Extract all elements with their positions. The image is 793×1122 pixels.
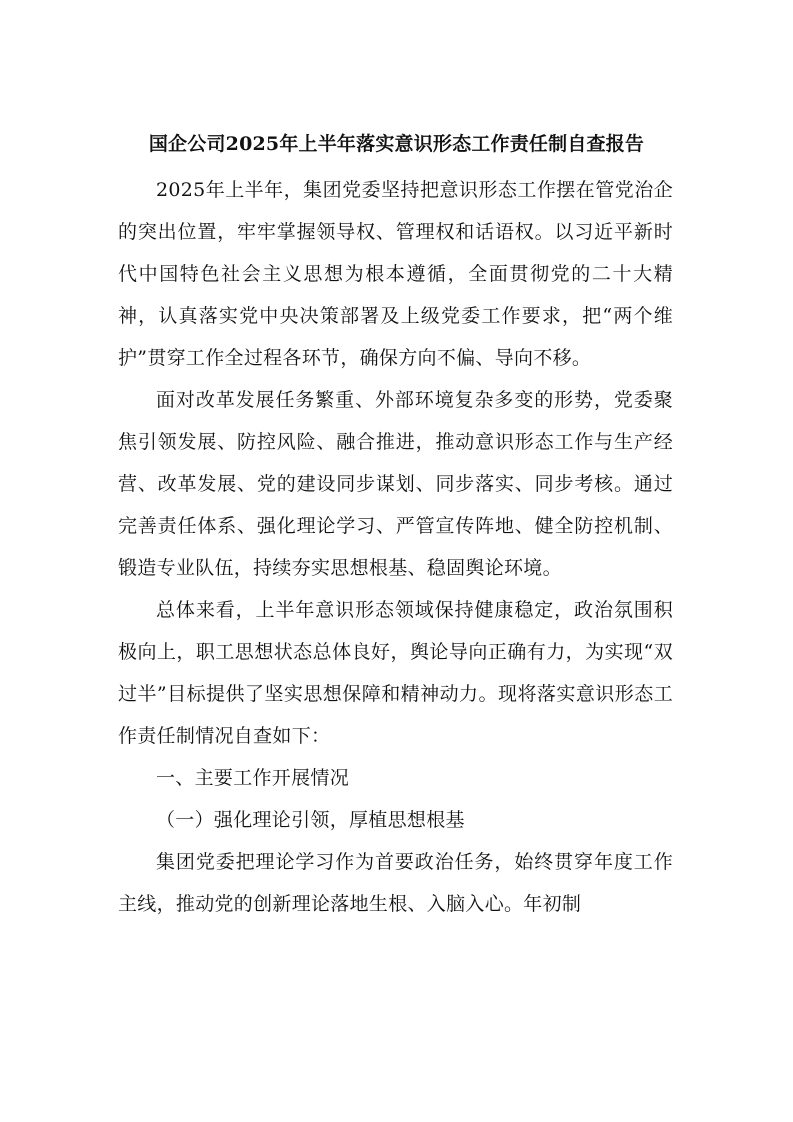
paragraph-summary: 总体来看，上半年意识形态领域保持健康稳定，政治氛围积极向上，职工思想状态总体良好，舆论导向正确有力，为实现“双过半”目标提供了坚实思想保障和精神动力。现将落实意识形态工作责任制情况自查如下： (118, 599, 673, 747)
subsection-heading: （一）强化理论引领，厚植思想根基 (156, 809, 465, 831)
document-title: 国企公司2025年上半年落实意识形态工作责任制自查报告 (148, 133, 645, 155)
section-heading: 一、主要工作开展情况 (156, 767, 350, 789)
document-body (118, 169, 673, 925)
paragraph-theory-study: 集团党委把理论学习作为首要政治任务，始终贯穿年度工作主线，推动党的创新理论落地生根、入脑入心。年初制 (118, 851, 673, 915)
paragraph-intro: 2025年上半年，集团党委坚持把意识形态工作摆在管党治企的突出位置，牢牢掌握领导权、管理权和话语权。以习近平新时代中国特色社会主义思想为根本遵循，全面贯彻党的二十大精神，认真落实党中央决策部署及上级党委工作要求，把“两个维护”贯穿工作全过程各环节，确保方向不偏、导向不移。 (118, 179, 673, 369)
paragraph-situation: 面对改革发展任务繁重、外部环境复杂多变的形势，党委聚焦引领发展、防控风险、融合推进，推动意识形态工作与生产经营、改革发展、党的建设同步谋划、同步落实、同步考核。通过完善责任体系、强化理论学习、严管宣传阵地、健全防控机制、锻造专业队伍，持续夯实思想根基、稳固舆论环境。 (118, 389, 673, 579)
